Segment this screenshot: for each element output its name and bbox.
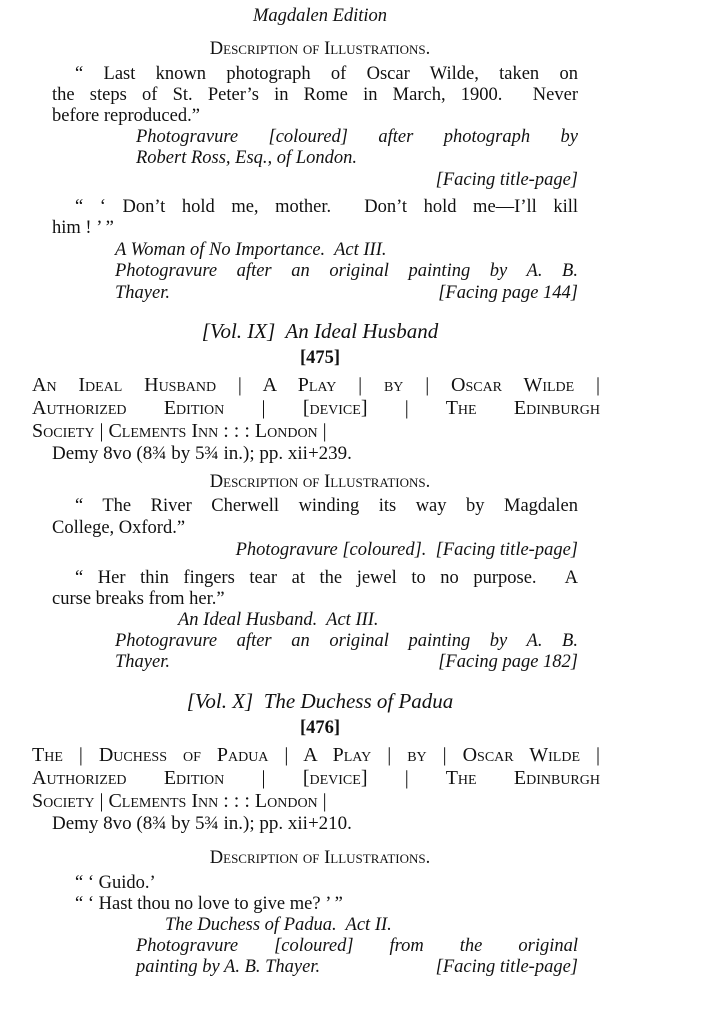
title-page-line: The | Duchess of Padua | A Play | by | Oscar Wilde | [32,744,600,766]
section-heading: Description of Illustrations. [209,472,431,492]
caption-line: Photogravure [coloured] after photograph by [136,127,578,147]
title-page-line: Society | Clements Inn : : : London | [32,420,327,442]
title-page-line: Authorized Edition | [device] | The Edinburgh [32,397,600,419]
format-line: Demy 8vo (8¾ by 5¾ in.); pp. xii+210. [52,813,352,834]
caption-line: Photogravure after an original painting by A. B. [115,631,578,651]
quote-line: “ Her thin fingers tear at the jewel to no purpose. A [75,568,578,588]
facing-note: [Facing title-page] [435,957,578,977]
caption-line: Thayer. [115,283,170,303]
quote-line: College, Oxford.” [52,518,186,538]
entry-number: [476] [299,718,341,738]
facing-note: [Facing page 182] [438,652,578,672]
caption-line: Photogravure [coloured]. [Facing title-page] [235,540,578,560]
title-page-line: An Ideal Husband | A Play | by | Oscar Wilde | [32,374,600,396]
running-head: Magdalen Edition [252,6,388,26]
caption-line: painting by A. B. Thayer. [136,957,321,977]
caption-line: An Ideal Husband. Act III. [178,610,379,630]
caption-line: The Duchess of Padua. Act II. [165,915,392,935]
caption-line: Photogravure after an original painting by A. B. [115,261,578,281]
caption-line: A Woman of No Importance. Act III. [115,240,387,260]
section-heading: Description of Illustrations. [209,39,431,59]
caption-line: Photogravure [coloured] from the original [136,936,578,956]
title-page-line: Society | Clements Inn : : : London | [32,790,327,812]
title-page-line: Authorized Edition | [device] | The Edinburgh [32,767,600,789]
quote-line: him ! ’ ” [52,218,114,238]
entry-number: [475] [299,348,341,368]
format-line: Demy 8vo (8¾ by 5¾ in.); pp. xii+239. [52,443,352,464]
quote-line: “ The River Cherwell winding its way by Magdalen [75,496,578,516]
facing-note: [Facing page 144] [438,283,578,303]
volume-title: [Vol. X] The Duchess of Padua [186,689,454,713]
caption-line: Robert Ross, Esq., of London. [136,148,357,168]
quote-line: curse breaks from her.” [52,589,225,609]
section-heading: Description of Illustrations. [209,848,431,868]
volume-title: [Vol. IX] An Ideal Husband [201,319,439,343]
caption-line: Thayer. [115,652,170,672]
quote-line: “ ‘ Hast thou no love to give me? ’ ” [75,894,343,914]
quote-line: “ Last known photograph of Oscar Wilde, taken on [75,64,578,84]
quote-line: “ ‘ Don’t hold me, mother. Don’t hold me—I’ll kill [75,197,578,217]
facing-note: [Facing title-page] [435,170,578,190]
quote-line: “ ‘ Guido.’ [75,873,156,893]
quote-line: the steps of St. Peter’s in Rome in March, 1900. Never [52,85,578,105]
quote-line: before reproduced.” [52,106,200,126]
